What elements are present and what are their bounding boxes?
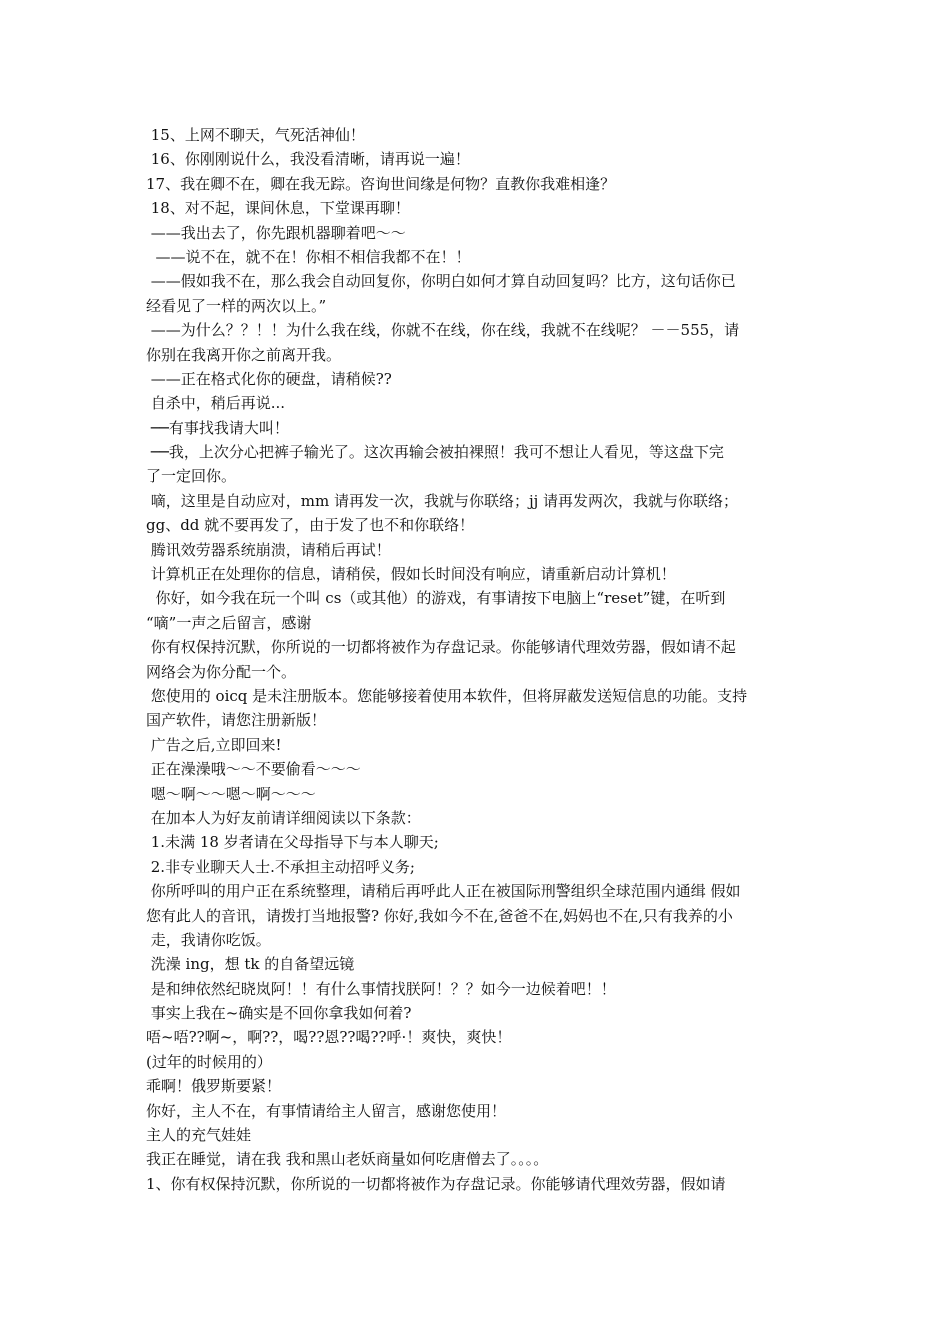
text-line: 网络会为你分配一个。: [146, 662, 297, 681]
text-line: 是和绅依然纪晓岚阿！！有什么事情找朕阿！？？如今一边候着吧！！: [146, 979, 616, 998]
text-line: “嘀”一声之后留言，感谢: [146, 613, 312, 632]
text-line: 腾讯效劳器系统崩溃，请稍后再试！: [146, 540, 391, 559]
text-line: 2.非专业聊天人士.不承担主动招呼义务;: [146, 857, 415, 876]
text-line: 嘀，这里是自动应对，mm 请再发一次，我就与你联络；jj 请再发两次，我就与你联络；: [146, 491, 739, 510]
text-line: 主人的充气娃娃: [146, 1126, 252, 1145]
text-line: 广告之后,立即回来!: [146, 735, 282, 754]
text-line: 正在澡澡哦～～不要偷看～～～: [146, 760, 361, 779]
text-line: 你有权保持沉默，你所说的一切都将被作为存盘记录。你能够请代理效劳器，假如请不起: [146, 638, 736, 657]
text-line: ——我出去了，你先跟机器聊着吧～～: [146, 223, 406, 242]
document-body: [146, 123, 810, 1196]
text-line: 16、你刚刚说什么，我没看清晰，请再说一遍！: [146, 150, 470, 169]
text-line: 嗯～啊～～嗯～啊～～～: [146, 784, 316, 803]
text-line: 自杀中，稍后再说...: [146, 394, 286, 413]
text-line: 15、上网不聊天，气死活神仙！: [146, 126, 365, 144]
text-line: ——正在格式化你的硬盘，请稍候??: [146, 369, 392, 388]
text-line: 您有此人的音讯，请拨打当地报警? 你好,我如今不在,爸爸不在,妈妈也不在,只有我养的小: [146, 906, 733, 925]
text-line: 17、我在卿不在，卿在我无踪。咨询世间缘是何物？直教你我难相逢？: [146, 174, 616, 193]
text-line: ——为什么？？！！为什么我在线，你就不在线，你在线，我就不在线呢？ －－555，请: [146, 321, 740, 340]
text-line: 在加本人为好友前请详细阅读以下条款：: [146, 808, 421, 827]
text-line: (过年的时候用的）: [146, 1052, 272, 1071]
text-line: ——说不在，就不在！你相不相信我都不在！！: [146, 247, 471, 266]
text-line: 您使用的 oicq 是未注册版本。您能够接着使用本软件，但将屏蔽发送短信息的功能。支持: [146, 686, 748, 705]
text-line: 国产软件，请您注册新版！: [146, 711, 327, 730]
text-line: 唔~唔??啊~，啊??，喝??恩??喝??呼·！爽快，爽快！: [146, 1028, 512, 1047]
text-line: ——假如我不在，那么我会自动回复你，你明白如何才算自动回复吗？比方，这句话你已: [146, 272, 736, 291]
text-line: 我正在睡觉，请在我 我和黑山老妖商量如何吃唐僧去了。。。。: [146, 1150, 549, 1169]
text-line: 你好，主人不在，有事情请给主人留言，感谢您使用！: [146, 1101, 507, 1120]
text-line: 乖啊！俄罗斯要紧！: [146, 1077, 282, 1096]
text-line: 计算机正在处理你的信息，请稍侯，假如长时间没有响应，请重新启动计算机！: [146, 565, 676, 584]
text-line: gg、dd 就不要再发了，由于发了也不和你联络！: [146, 516, 475, 535]
text-line: 走，我请你吃饭。: [146, 930, 271, 949]
text-line: 事实上我在~确实是不回你拿我如何着?: [146, 1004, 412, 1023]
text-line: 你好，如今我在玩一个叫 cs（或其他）的游戏，有事请按下电脑上“reset”键，在听到: [146, 589, 726, 608]
text-line: 经看见了一样的两次以上。”: [146, 296, 327, 315]
text-line: 你所呼叫的用户正在系统整理，请稍后再呼此人正在被国际刑警组织全球范围内通缉 假如: [146, 882, 741, 901]
text-line: ──有事找我请大叫！: [146, 418, 289, 437]
text-line: 1.未满 18 岁者请在父母指导下与本人聊天;: [146, 833, 439, 852]
text-line: ──我，上次分心把裤子输光了。这次再输会被拍裸照！我可不想让人看见，等这盘下完: [146, 443, 724, 462]
text-line: 你别在我离开你之前离开我。: [146, 345, 342, 364]
text-line: 18、对不起，课间休息，下堂课再聊！: [146, 199, 410, 218]
text-line: 洗澡 ing，想 tk 的自备望远镜: [146, 955, 355, 974]
text-line: 1、你有权保持沉默，你所说的一切都将被作为存盘记录。你能够请代理效劳器，假如请: [146, 1174, 726, 1193]
text-line: 了一定回你。: [146, 467, 237, 486]
